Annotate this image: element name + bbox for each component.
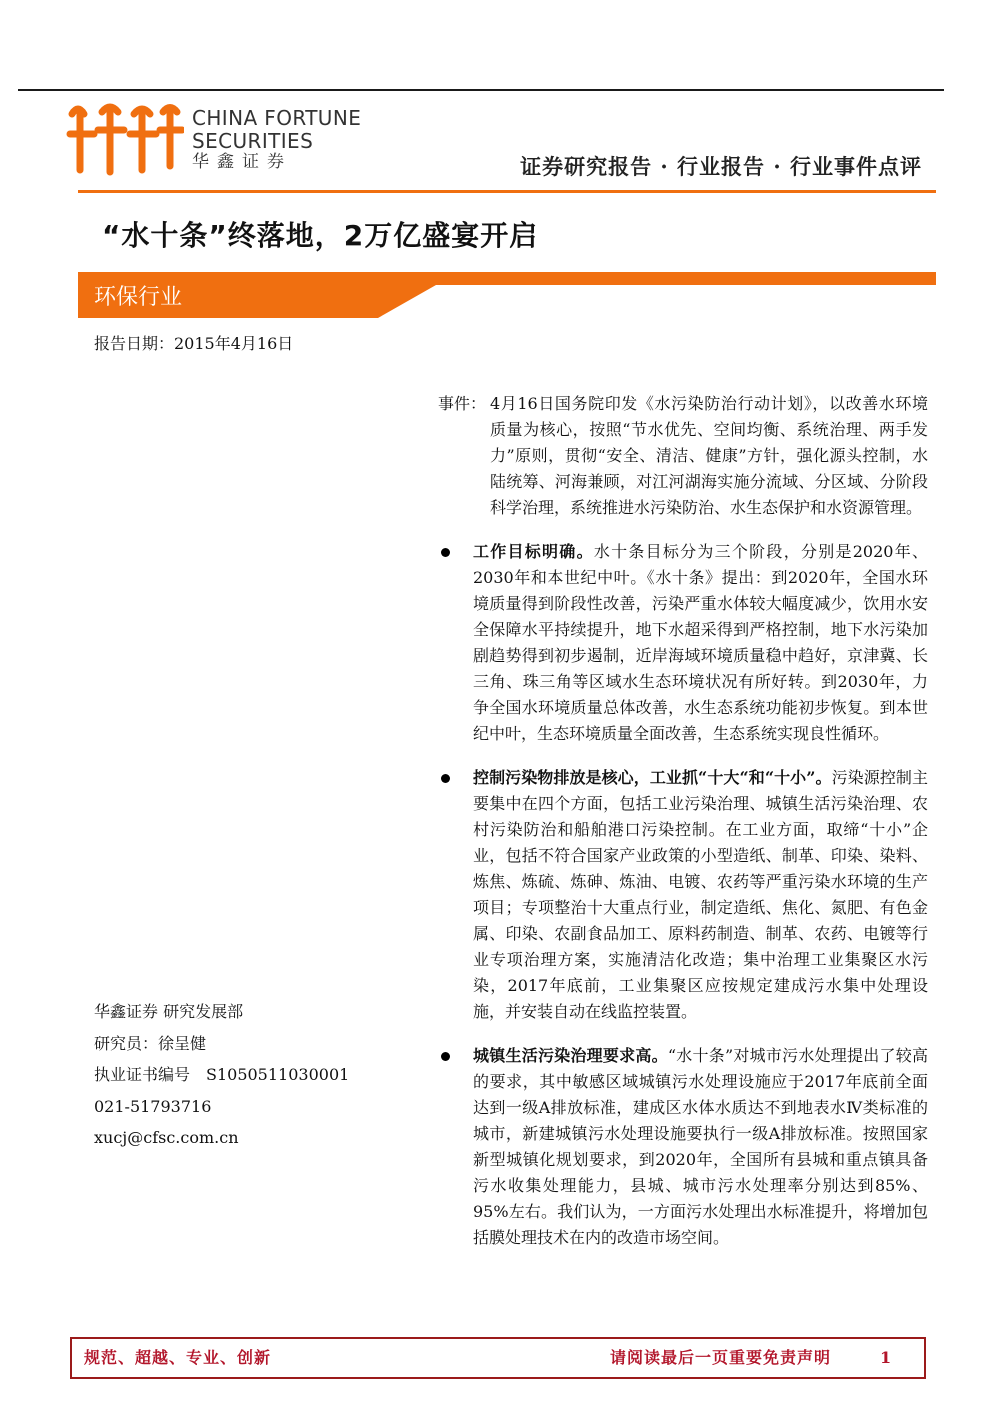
- event-label: 事件：: [438, 394, 487, 413]
- bullet-item: [438, 1043, 928, 1251]
- bullet-icon: [441, 1052, 450, 1061]
- logo-cn: 华鑫证券: [192, 152, 292, 172]
- logo-icon: [66, 100, 184, 178]
- analyst-email: xucj@cfsc.com.cn: [94, 1128, 239, 1147]
- bullet-body: 水十条目标分为三个阶段，分别是2020年、2030年和本世纪中叶。《水十条》提出：到2020年，全国水环境质量得到阶段性改善，污染严重水体较大幅度减少，饮用水安全保障水平持续提升，地下水超采得到严格控制，地下水污染加剧趋势得到初步遏制，近岸海域环境质量稳中趋好，京津冀、长三角、珠三角等区域水生态环境状况有所好转。到2030年，力争全国水环境质量总体改善，水生态系统功能初步恢复。到本世纪中叶，生态环境质量全面改善，生态系统实现良性循环。: [473, 542, 928, 743]
- analyst-cert: 执业证书编号 S1050511030001: [94, 1065, 350, 1084]
- footer-disclaimer: 请阅读最后一页重要免责声明: [610, 1348, 832, 1367]
- main-content: [438, 391, 928, 1251]
- industry-band: [78, 272, 936, 318]
- bullet-heading: 工作目标明确。: [473, 542, 594, 561]
- analyst-phone: 021-51793716: [94, 1096, 212, 1116]
- bullet-item: [438, 539, 928, 747]
- analyst-name: 研究员：徐呈健: [94, 1033, 207, 1053]
- event-text: 4月16日国务院印发《水污染防治行动计划》，以改善水环境质量为核心，按照“节水优先、空间均衡、系统治理、两手发力”原则，贯彻“安全、清洁、健康”方针，强化源头控制，水陆统筹、河海兼顾，对江河湖海实施分流域、分区域、分阶段科学治理，系统推进水污染防治、水生态保护和水资源管理。: [490, 394, 928, 517]
- footer-slogan: 规范、超越、专业、创新: [84, 1348, 272, 1367]
- bullet-body: 污染源控制主要集中在四个方面，包括工业污染治理、城镇生活污染治理、农村污染防治和船舶港口污染控制。在工业方面，取缔“十小”企业，包括不符合国家产业政策的小型造纸、制革、印染、染料、炼焦、炼硫、炼砷、炼油、电镀、农药等严重污染水环境的生产项目；专项整治十大重点行业，制定造纸、焦化、氮肥、有色金属、印染、农副食品加工、原料药制造、制革、农药、电镀等行业专项治理方案，实施清洁化改造；集中治理工业集聚区水污染，2017年底前，工业集聚区应按规定建成污水集中处理设施，并安装自动在线监控装置。: [473, 768, 928, 1021]
- bullet-icon: [441, 548, 450, 557]
- logo-en-line1: CHINA FORTUNE: [192, 106, 362, 130]
- report-type: 证券研究报告 · 行业报告 · 行业事件点评: [520, 154, 922, 179]
- bullet-item: [438, 765, 928, 1025]
- top-rule: [18, 89, 944, 91]
- event-paragraph: [438, 391, 928, 521]
- bullet-icon: [441, 774, 450, 783]
- bullet-heading: 控制污染物排放是核心，工业抓“十大“和“十小”。: [473, 768, 832, 787]
- logo-en-line2: SECURITIES: [192, 129, 314, 153]
- orange-rule: [78, 190, 936, 193]
- analyst-info: [94, 1001, 394, 1159]
- bullet-heading: 城镇生活污染治理要求高。: [473, 1046, 668, 1065]
- report-date: 报告日期：2015年4月16日: [94, 334, 294, 353]
- page-title: “水十条”终落地，2万亿盛宴开启: [102, 219, 539, 252]
- bullet-body: “水十条”对城市污水处理提出了较高的要求，其中敏感区域城镇污水处理设施应于2017年底前全面达到一级A排放标准，建成区水体水质达不到地表水Ⅳ类标准的城市，新建城镇污水处理设施要执行一级A排放标准。按照国家新型城镇化规划要求，到2020年，全国所有县城和重点镇具备污水收集处理能力，县城、城市污水处理率分别达到85%、95%左右。我们认为，一方面污水处理出水标准提升，将增加包括膜处理技术在内的改造市场空间。: [473, 1046, 928, 1247]
- page-number: 1: [880, 1348, 892, 1367]
- industry-label: 环保行业: [94, 285, 183, 310]
- analyst-dept: 华鑫证券 研究发展部: [94, 1002, 244, 1021]
